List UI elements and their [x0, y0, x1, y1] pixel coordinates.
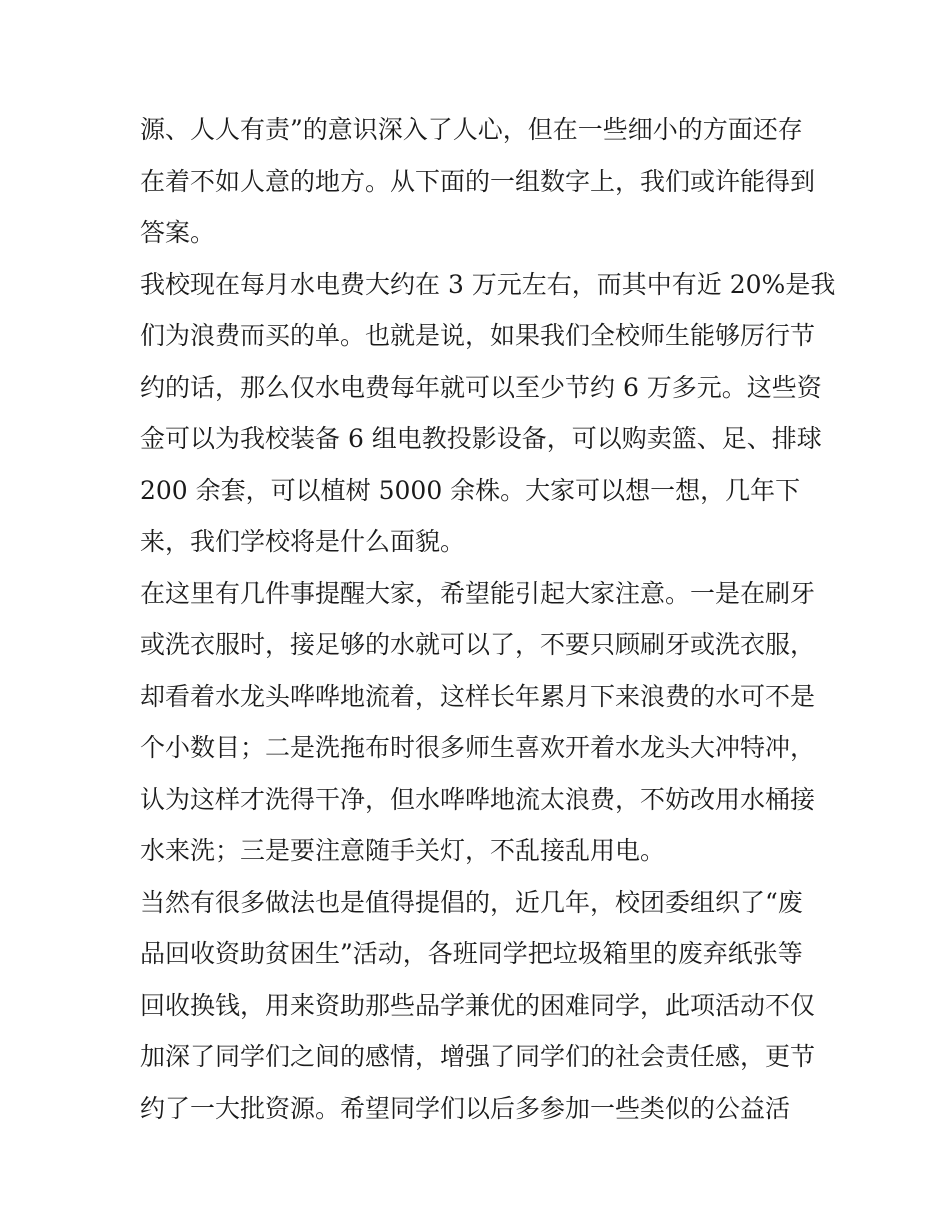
text-line: 个小数目；二是洗拖布时很多师生喜欢开着水龙头大冲特冲，	[140, 733, 816, 762]
text-line: 认为这样才洗得干净，但水哗哗地流太浪费，不妨改用水桶接	[140, 784, 816, 814]
text-line: 品回收资助贫困生”活动，各班同学把垃圾箱里的废弃纸张等	[140, 939, 803, 968]
text-line: 水来洗；三是要注意随手关灯，不乱接乱用电。	[140, 836, 666, 865]
body-text	[140, 104, 836, 1134]
text-line: 加深了同学们之间的感情，增强了同学们的社会责任感，更节	[140, 1042, 816, 1071]
text-line: 金可以为我校装备 6 组电教投影设备，可以购卖篮、足、排球	[140, 424, 822, 453]
text-line: 当然有很多做法也是值得提倡的，近几年，校团委组织了“废	[140, 887, 803, 917]
text-line: 来，我们学校将是什么面貌。	[140, 527, 466, 556]
text-line: 源、人人有责”的意识深入了人心，但在一些细小的方面还存	[140, 115, 803, 144]
text-line: 们为浪费而买的单。也就是说，如果我们全校师生能够厉行节	[140, 321, 816, 350]
text-line: 在着不如人意的地方。从下面的一组数字上，我们或许能得到	[140, 166, 816, 196]
text-line: 回收换钱，用来资助那些品学兼优的困难同学，此项活动不仅	[140, 990, 816, 1020]
text-line: 约了一大批资源。希望同学们以后多参加一些类似的公益活	[140, 1093, 791, 1123]
text-line: 我校现在每月水电费大约在 3 万元左右，而其中有近 20%是我	[140, 269, 836, 299]
text-line: 200 余套，可以植树 5000 余株。大家可以想一想，几年下	[140, 475, 801, 505]
text-line: 却看着水龙头哗哗地流着，这样长年累月下来浪费的水可不是	[140, 681, 816, 711]
text-line: 在这里有几件事提醒大家，希望能引起大家注意。一是在刷牙	[140, 578, 816, 608]
text-line: 约的话，那么仅水电费每年就可以至少节约 6 万多元。这些资	[140, 372, 822, 402]
text-line: 或洗衣服时，接足够的水就可以了，不要只顾刷牙或洗衣服，	[140, 630, 816, 659]
text-line: 答案。	[140, 218, 216, 247]
